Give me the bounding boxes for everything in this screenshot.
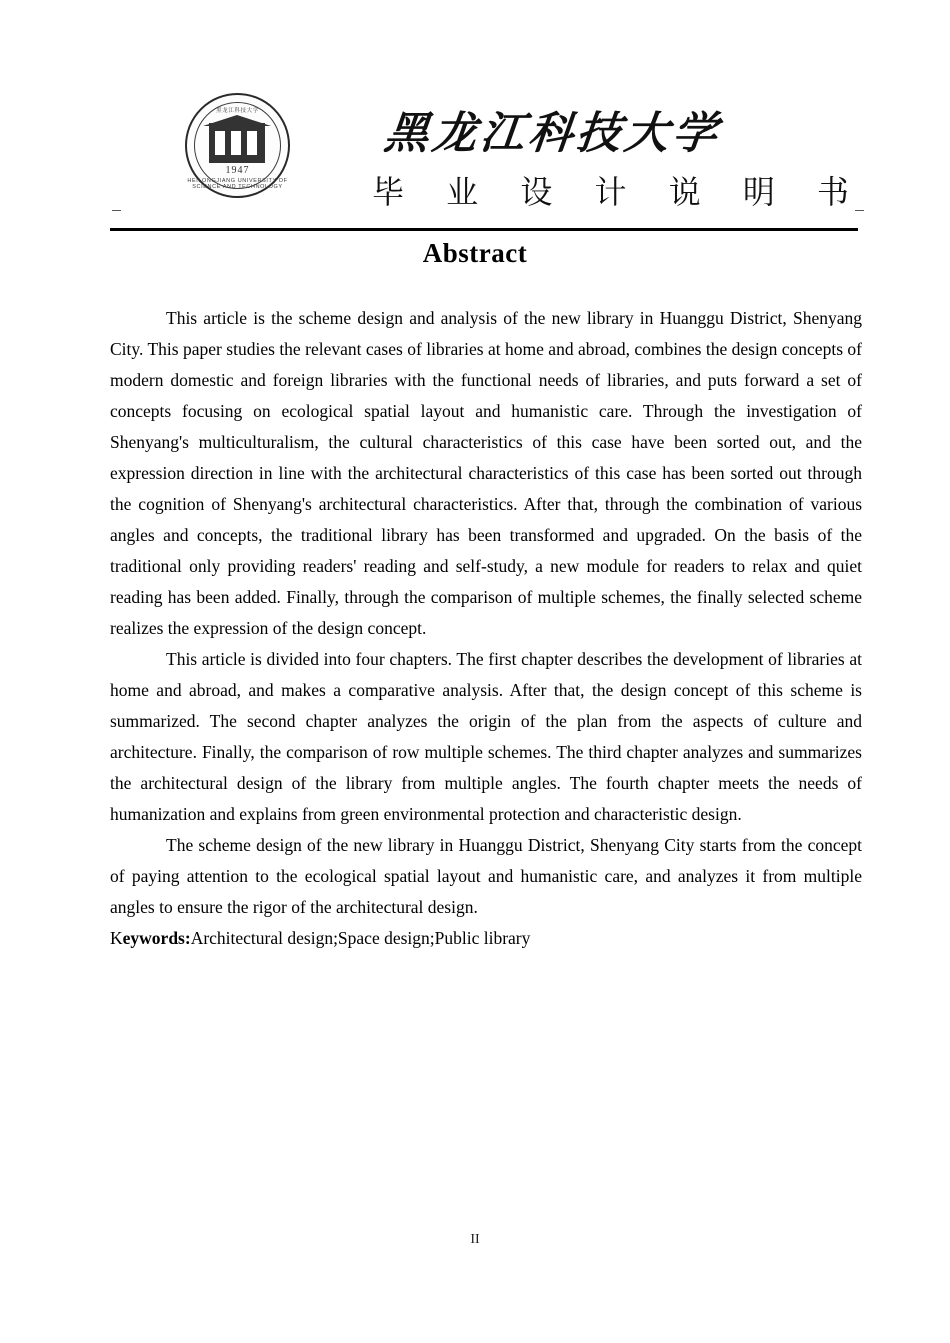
page-number: II <box>470 1232 480 1247</box>
page-title: Abstract <box>422 238 528 268</box>
keywords-label-first-letter: K <box>110 928 123 948</box>
keywords-label <box>110 928 191 948</box>
header-divider <box>110 228 858 231</box>
document-header <box>110 85 870 230</box>
header-tick-right <box>855 210 864 211</box>
keywords-label-rest: eywords: <box>122 928 191 948</box>
university-emblem-icon <box>185 93 290 198</box>
paragraph: This article is divided into four chapters. The first chapter describes the development of libraries at home and abroad, and makes a comparative analysis. After that, the design concept of this scheme is summarized. The second chapter analyzes the origin of the plan from the aspects of culture and architecture. Finally, the comparison of row multiple schemes. The third chapter analyzes and summarizes the architectural design of the library from multiple angles. The fourth chapter meets the needs of humanization and explains from green environmental protection and characteristic design. <box>110 649 862 824</box>
document-type-subtitle: 毕 业 设 计 说 明 书 <box>372 173 866 211</box>
emblem-year: 1947 <box>225 165 250 176</box>
emblem-arc-bottom-text: HEILONGJIANG UNIVERSITY OF SCIENCE AND TECHNOLOGY <box>187 178 288 190</box>
emblem-building-icon <box>209 123 265 163</box>
keywords-value: Architectural design;Space design;Public library <box>190 928 531 948</box>
keywords-line <box>110 923 862 954</box>
emblem-arc-top-text: 黑龙江科技大学 <box>216 108 259 114</box>
paragraph: This article is the scheme design and analysis of the new library in Huanggu District, Shenyang City. This paper studies the relevant cases of libraries at home and abroad, combines the design concepts of modern domestic and foreign libraries with the functional needs of libraries, and puts forward a set of concepts focusing on ecological spatial layout and humanistic care. Through the investigation of Shenyang's multiculturalism, the cultural characteristics of this case have been sorted out, and the expression direction in line with the architectural characteristics of this case has been sorted out through the cognition of Shenyang's architectural characteristics. After that, through the combination of various angles and concepts, the traditional library has been transformed and upgraded. On the basis of the traditional only providing readers' reading and self-study, a new module for readers to relax and quiet reading has been added. Finally, through the comparison of multiple schemes, the finally selected scheme realizes the expression of the design concept. <box>110 308 862 638</box>
header-tick-left <box>112 210 121 211</box>
abstract-body <box>110 303 862 954</box>
paragraph: The scheme design of the new library in Huanggu District, Shenyang City starts from the concept of paying attention to the ecological spatial layout and humanistic care, and analyzes it from multiple angles to ensure the rigor of the architectural design. <box>110 835 862 917</box>
school-name: 黑龙江科技大学 <box>381 108 724 159</box>
